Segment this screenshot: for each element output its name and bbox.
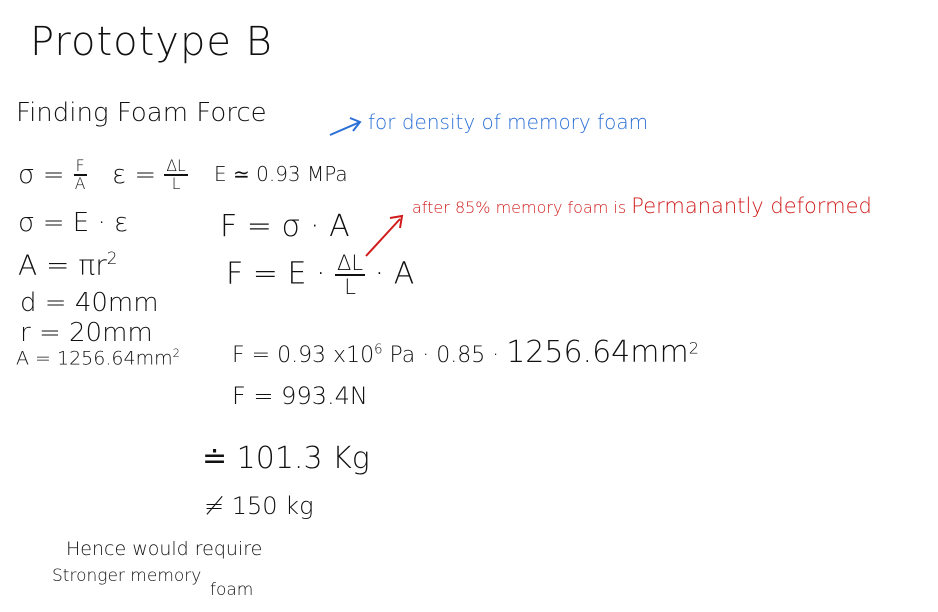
force-equation: F = σ · A — [220, 209, 350, 244]
deformation-note-emphasis: Permanantly deformed — [631, 194, 872, 218]
calc-coefficient: F = 0.93 x10 — [232, 343, 375, 368]
deformation-note-prefix: after 85% memory foam is — [412, 198, 627, 217]
strain-lhs: ε = — [112, 159, 157, 190]
diameter-value: d = 40mm — [20, 288, 159, 318]
strain-definition — [112, 158, 188, 193]
conclusion-line-2: Stronger memory — [52, 566, 202, 586]
modulus-value: E ≃ 0.93 MPa — [214, 162, 348, 186]
force-substituted — [226, 252, 414, 298]
area-formula — [18, 248, 118, 282]
area-value-text: A = 1256.64mm — [16, 347, 173, 370]
calc-area: 1256.64mm — [506, 335, 689, 370]
force-sub-fraction — [335, 252, 365, 298]
mass-result: ≐ 101.3 Kg — [202, 441, 370, 476]
area-value — [16, 348, 180, 368]
strain-num: ΔL — [166, 157, 186, 175]
stress-fraction — [73, 158, 88, 193]
stress-definition — [18, 158, 87, 193]
deformation-note — [412, 196, 872, 217]
area-formula-text: A = πr — [18, 248, 107, 282]
force-sub-rhs: · A — [374, 256, 415, 292]
conclusion-line-3: foam — [210, 580, 254, 600]
stress-lhs: σ = — [18, 159, 65, 190]
calc-units-strain: Pa · 0.85 · — [389, 343, 500, 368]
radius-value: r = 20mm — [20, 318, 153, 348]
stress-den: A — [74, 175, 86, 194]
target-mass: ≠ 150 kg — [204, 492, 314, 520]
density-note: for density of memory foam — [368, 110, 649, 134]
strain-den: L — [171, 175, 181, 194]
area-value-exp: 2 — [172, 346, 180, 360]
force-calculation — [232, 335, 699, 370]
conclusion-line-1: Hence would require — [66, 538, 263, 560]
blue-arrow — [330, 118, 360, 135]
red-arrow — [366, 216, 402, 256]
calc-area-exp: 2 — [688, 338, 699, 358]
stress-num: F — [75, 157, 85, 175]
force-result: F = 993.4N — [232, 382, 368, 410]
force-sub-den: L — [344, 275, 356, 300]
calc-exponent: 6 — [374, 342, 383, 358]
section-heading: Finding Foam Force — [16, 98, 267, 128]
hooke-law: σ = E · ε — [18, 208, 129, 238]
page-title: Prototype B — [30, 19, 273, 65]
strain-fraction — [164, 158, 187, 193]
area-formula-exp: 2 — [106, 248, 118, 268]
force-sub-num: ΔL — [337, 251, 364, 275]
force-sub-lhs: F = E · — [226, 256, 326, 292]
